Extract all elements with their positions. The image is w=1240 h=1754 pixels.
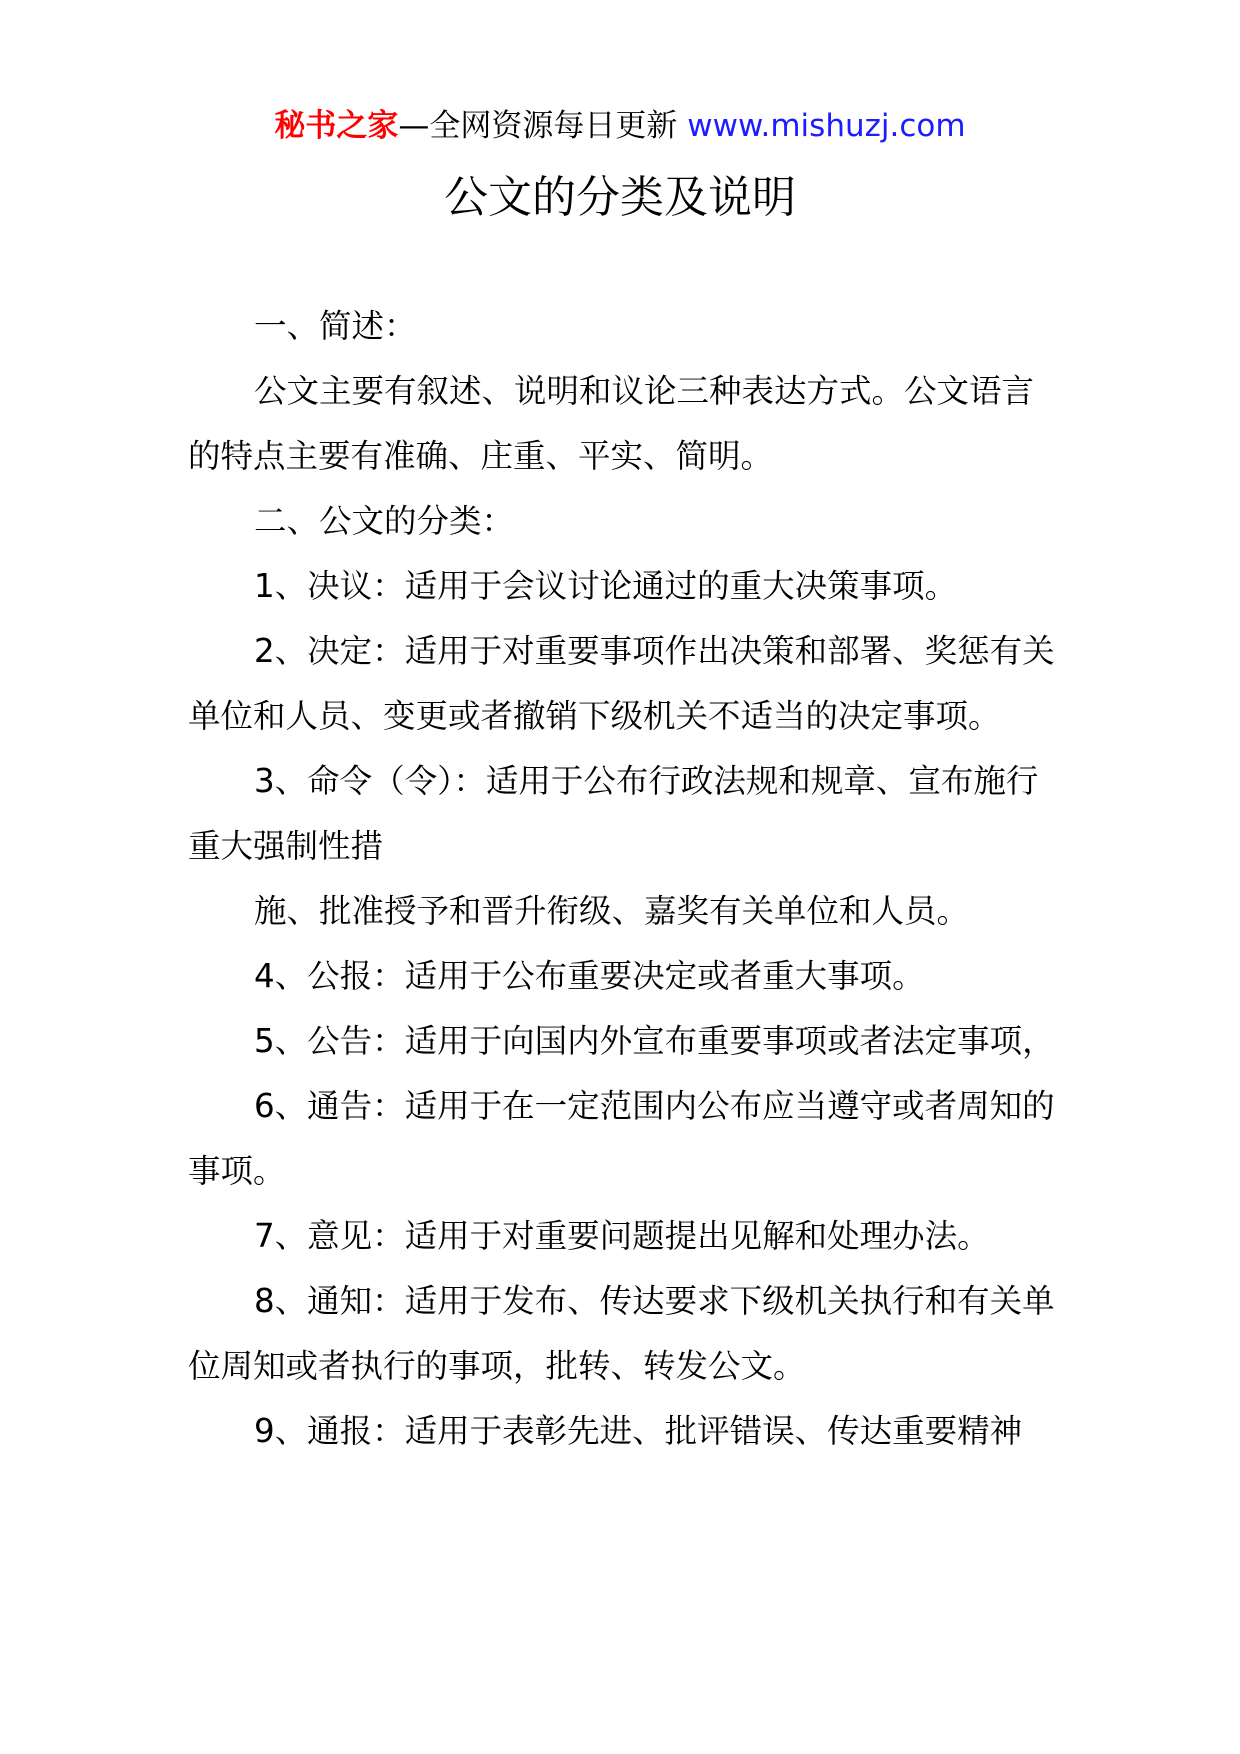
section-heading-categories: 二、公文的分类：: [254, 502, 515, 540]
list-item-announcement: 5、公告：适用于向国内外宣布重要事项或者法定事项，: [254, 1022, 1055, 1060]
document-body: [188, 294, 1058, 1464]
section-heading-overview: 一、简述：: [254, 307, 417, 345]
list-item-communique: 4、公报：适用于公布重要决定或者重大事项。: [254, 957, 925, 995]
paragraph-overview: 公文主要有叙述、说明和议论三种表达方式。公文语言的特点主要有准确、庄重、平实、简明。: [188, 372, 1035, 475]
list-item-notification: 8、通知：适用于发布、传达要求下级机关执行和有关单位周知或者执行的事项，批转、转发公文。: [188, 1282, 1055, 1385]
brand-name: 秘书之家: [274, 108, 399, 144]
list-item-decision: 2、决定：适用于对重要事项作出决策和部署、奖惩有关单位和人员、变更或者撤销下级机关不适当的决定事项。: [188, 632, 1055, 735]
list-item-resolution: 1、决议：适用于会议讨论通过的重大决策事项。: [254, 567, 958, 605]
list-item-order: 3、命令（令）：适用于公布行政法规和规章、宣布施行重大强制性措: [188, 762, 1039, 865]
site-url-link[interactable]: www.mishuzj.com: [687, 108, 966, 144]
site-header: [0, 104, 1240, 148]
list-item-order-continued: 施、批准授予和晋升衔级、嘉奖有关单位和人员。: [254, 892, 970, 930]
document-title: 公文的分类及说明: [444, 172, 796, 223]
list-item-circular: 9、通报：适用于表彰先进、批评错误、传达重要精神: [254, 1412, 1023, 1450]
list-item-opinion: 7、意见：适用于对重要问题提出见解和处理办法。: [254, 1217, 990, 1255]
list-item-notice-public: 6、通告：适用于在一定范围内公布应当遵守或者周知的事项。: [188, 1087, 1055, 1190]
header-tagline: —全网资源每日更新: [398, 108, 688, 144]
